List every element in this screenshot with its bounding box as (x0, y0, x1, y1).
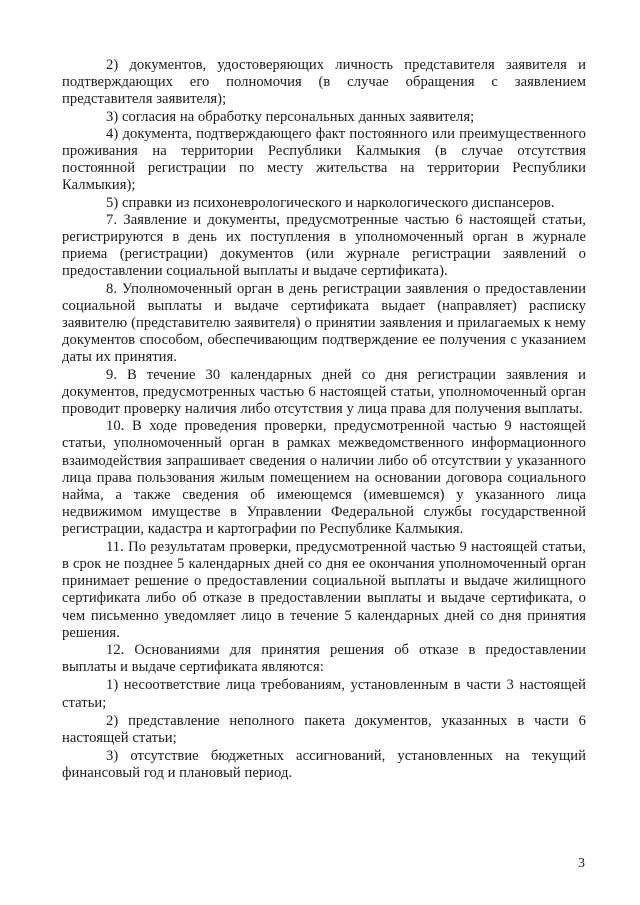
paragraph-item-3-personal-data-consent: 3) согласия на обработку персональных данных заявителя; (106, 108, 475, 125)
paragraph-section-12: 12. Основаниями для принятия решения об отказе в предоставлении выплаты и выдаче сертификата являются: (62, 641, 586, 676)
paragraph-refusal-reason-3: 3) отсутствие бюджетных ассигнований, установленных на текущий финансовый год и плановый период. (62, 748, 586, 782)
paragraph-section-9: 9. В течение 30 календарных дней со дня регистрации заявления и документов, предусмотренных частью 6 настоящей статьи, уполномоченный орган проводит проверку наличия либо отсутствия у лица права для получения выплаты. (62, 366, 586, 418)
paragraph-section-7: 7. Заявление и документы, предусмотренные частью 6 настоящей статьи, регистрируются в день их поступления в уполномоченный орган в журнале приема (регистрации) документов (или журнале регистрации заявлений о предоставлении социальной выплаты и выдаче сертификата). (62, 211, 586, 280)
paragraph-item-2-representative-docs: 2) документов, удостоверяющих личность представителя заявителя и подтверждающих его полномочия (в случае обращения с заявлением представителя заявителя); (62, 57, 586, 108)
paragraph-section-11: 11. По результатам проверки, предусмотренной частью 9 настоящей статьи, в срок не позднее 5 календарных дней со дня ее окончания уполномоченный орган принимает решение о предоставлении социальной выплаты и выдаче жилищного сертификата либо об отказе в предоставлении выплаты и выдаче сертификата, о чем письменно уведомляет лицо в течение 5 календарных дней со дня принятия решения. (62, 538, 586, 641)
paragraph-refusal-reason-2: 2) представление неполного пакета документов, указанных в части 6 настоящей статьи; (62, 712, 586, 746)
page-number: 3 (578, 856, 585, 871)
paragraph-section-8: 8. Уполномоченный орган в день регистрации заявления о предоставлении социальной выплаты и выдаче сертификата выдает (направляет) расписку заявителю (представителю заявителя) о принятии заявления и прилагаемых к нему документов способом, обеспечивающим подтверждение ее получения с указанием даты их принятия. (62, 280, 586, 366)
paragraph-item-5-dispensary-certificates: 5) справки из психоневрологического и наркологического диспансеров. (106, 194, 555, 211)
paragraph-refusal-reason-1: 1) несоответствие лица требованиям, установленным в части 3 настоящей статьи; (62, 677, 586, 711)
paragraph-section-10: 10. В ходе проведения проверки, предусмотренной частью 9 настоящей статьи, уполномоченный орган в рамках межведомственного информационного взаимодействия запрашивает сведения о наличии либо об отсутствии у указанного лица права пользования жилым помещением на основании договора социального найма, а также сведения об имеющемся (имевшемся) у указанного лица недвижимом имуществе в Управлении Федеральной службы государственной регистрации, кадастра и картографии по Республике Калмыкия. (62, 418, 586, 538)
paragraph-item-4-residence-proof: 4) документа, подтверждающего факт постоянного или преимущественного проживания на территории Республики Калмыкия (в случае отсутствия постоянной регистрации по месту жительства на территории Республики Калмыкия); (62, 125, 586, 194)
document-body (62, 57, 586, 783)
